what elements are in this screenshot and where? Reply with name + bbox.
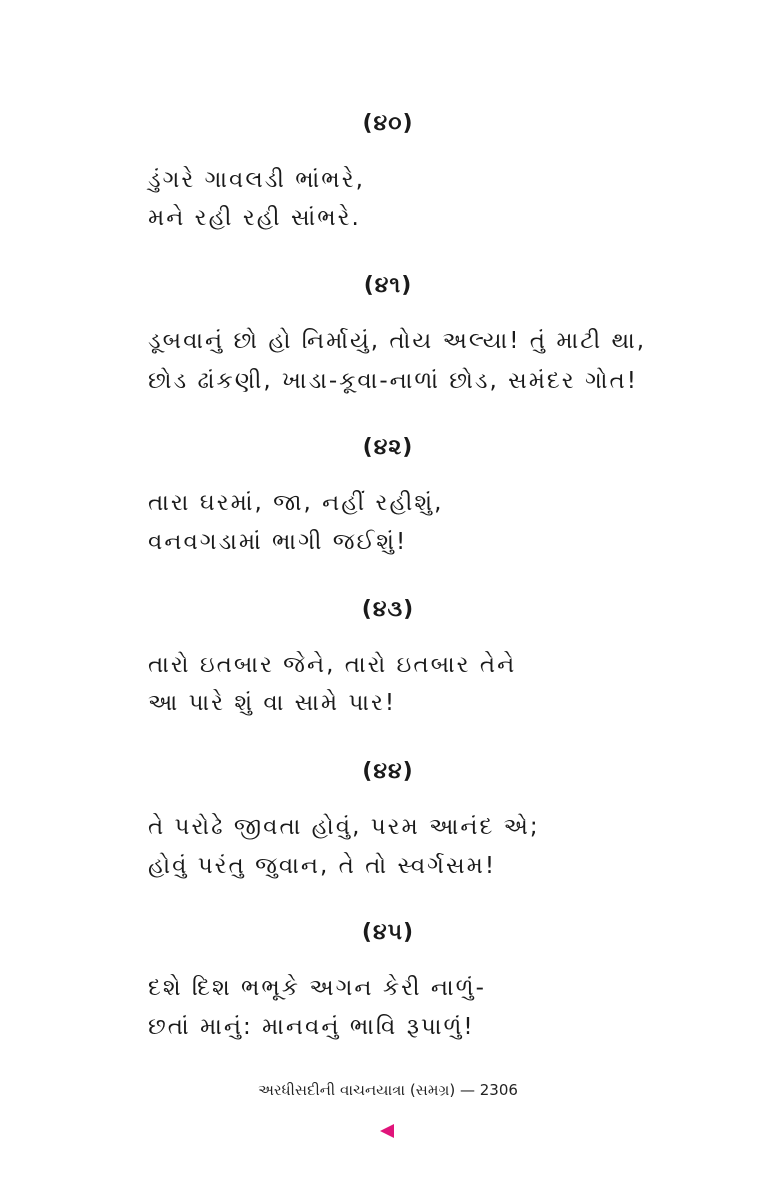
verse-line: આ પારે શું વા સામે પાર! [148, 690, 397, 716]
section-number: (૪૦) [362, 111, 414, 136]
section-number: (૪૪) [362, 759, 414, 784]
verse-line: તે પરોઢે જીવતા હોવું, પરમ આનંદ એ; [148, 814, 540, 840]
verse-line: ડૂબવાનું છો હો નિર્માયું, તોય અલ્યા! તું માટી થા, [148, 328, 647, 354]
section-number: (૪૩) [361, 597, 415, 622]
verse-line: ડુંગરે ગાવલડી ભાંભરે, [148, 167, 365, 193]
section-number: (૪૫) [361, 920, 415, 945]
verse-line: છોડ ઢાંકણી, ખાડા-કૂવા-નાળાં છોડ, સમંદર ગોત! [148, 368, 639, 394]
verse-line: તારો ઇતબાર જેને, તારો ઇતબાર તેને [148, 652, 517, 678]
verse-line: હોવું પરંતુ જુવાન, તે તો સ્વર્ગસમ! [148, 853, 497, 879]
verse-line: વનવગડામાં ભાગી જઈશું! [148, 529, 408, 555]
page-footer: અરધીસદીની વાચનયાત્રા (સમગ્ર) — 2306 [258, 1081, 518, 1099]
section-number: (૪૧) [363, 273, 413, 298]
previous-page-arrow-icon[interactable] [380, 1124, 394, 1138]
verse-line: મને રહી રહી સાંભરે. [148, 205, 361, 231]
verse-line: દશે દિશ ભભૂકે અગન કેરી નાળું- [148, 975, 486, 1001]
section-number: (૪૨) [362, 435, 414, 460]
verse-line: છતાં માનું: માનવનું ભાવિ રૂપાળું! [148, 1014, 475, 1040]
verse-line: તારા ઘરમાં, જા, નહીં રહીશું, [148, 490, 444, 516]
